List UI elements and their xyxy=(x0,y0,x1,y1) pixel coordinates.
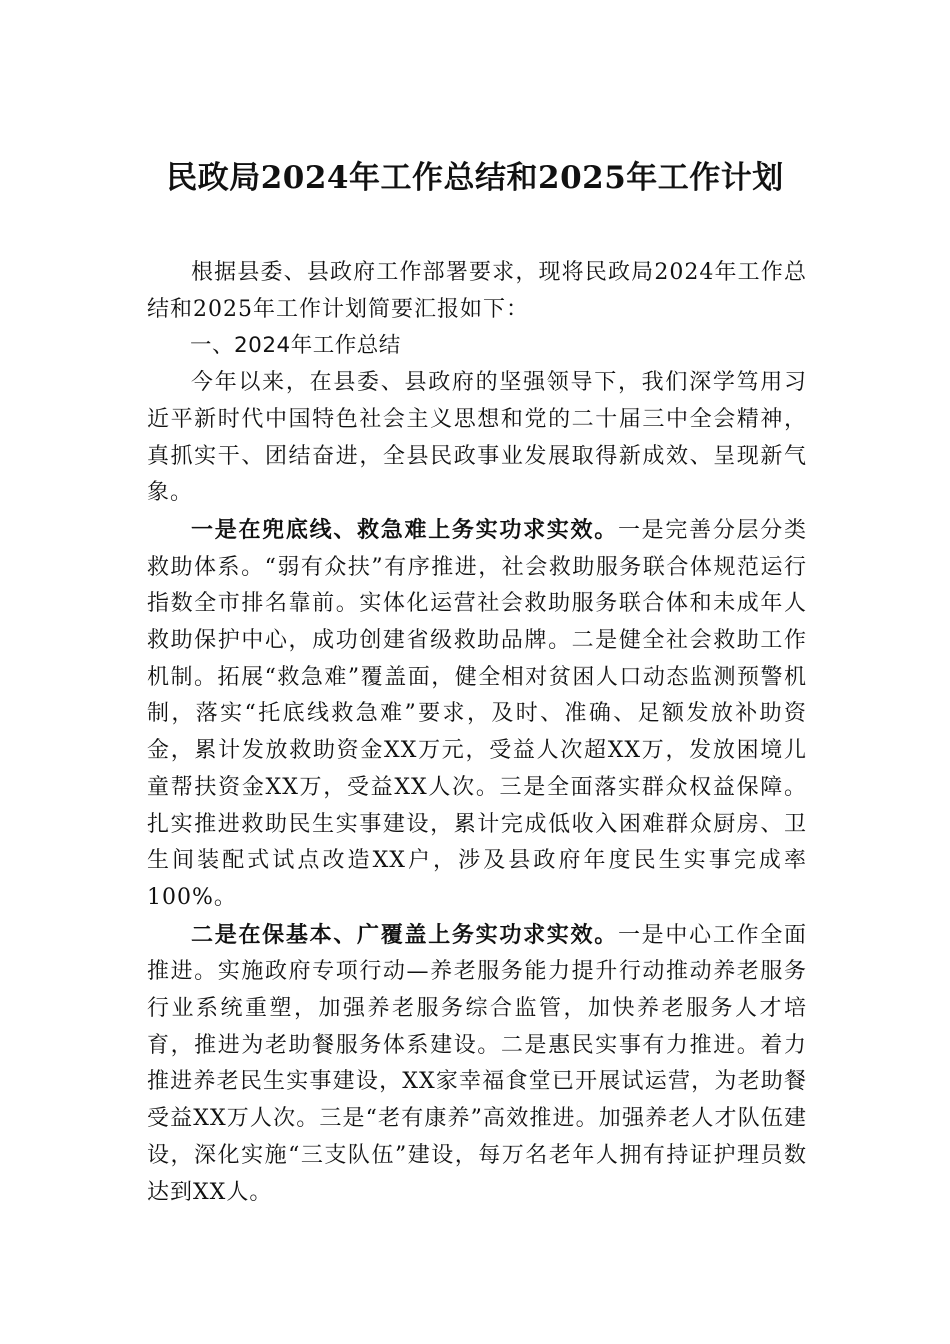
intro-paragraph: 根据县委、县政府工作部署要求，现将民政局2024年工作总结和2025年工作计划简要汇报如下： xyxy=(147,260,807,322)
document-title: 民政局2024年工作总结和2025年工作计划 xyxy=(166,160,784,196)
item-paragraph-1 xyxy=(147,512,807,917)
overview-paragraph: 今年以来，在县委、县政府的坚强领导下，我们深学笃用习近平新时代中国特色社会主义思想和党的二十届三中全会精神，真抓实干、团结奋进，全县民政事业发展取得新成效、呈现新气象。 xyxy=(147,370,807,506)
item-text-2: 一是中心工作全面推进。实施政府专项行动—养老服务能力提升行动推动养老服务行业系统重塑，加强养老服务综合监管，加快养老服务人才培育，推进为老助餐服务体系建设。二是惠民实事有力推进。着力推进养老民生实事建设，XX家幸福食堂已开展试运营，为老助餐受益XX万人次。三是“老有康养”高效推进。加强养老人才队伍建设，深化实施“三支队伍”建设，每万名老年人拥有持证护理员数达到XX人。 xyxy=(147,922,807,1205)
item-text-1: 一是完善分层分类救助体系。“弱有众扶”有序推进，社会救助服务联合体规范运行指数全市排名靠前。实体化运营社会救助服务联合体和未成年人救助保护中心，成功创建省级救助品牌。二是健全社会救助工作机制。拓展“救急难”覆盖面，健全相对贫困人口动态监测预警机制，落实“托底线救急难”要求，及时、准确、足额发放补助资金，累计发放救助资金XX万元，受益人次超XX万，发放困境儿童帮扶资金XX万，受益XX人次。三是全面落实群众权益保障。扎实推进救助民生实事建设，累计完成低收入困难群众厨房、卫生间装配式试点改造XX户，涉及县政府年度民生实事完成率100%。 xyxy=(147,517,807,910)
item-lead-2: 二是在保基本、广覆盖上务实功求实效。 xyxy=(191,921,618,948)
item-lead-1: 一是在兜底线、救急难上务实功求实效。 xyxy=(191,516,618,543)
item-paragraph-2 xyxy=(147,917,807,1212)
section-heading: 一、2024年工作总结 xyxy=(190,333,401,359)
document-body xyxy=(147,255,807,1211)
